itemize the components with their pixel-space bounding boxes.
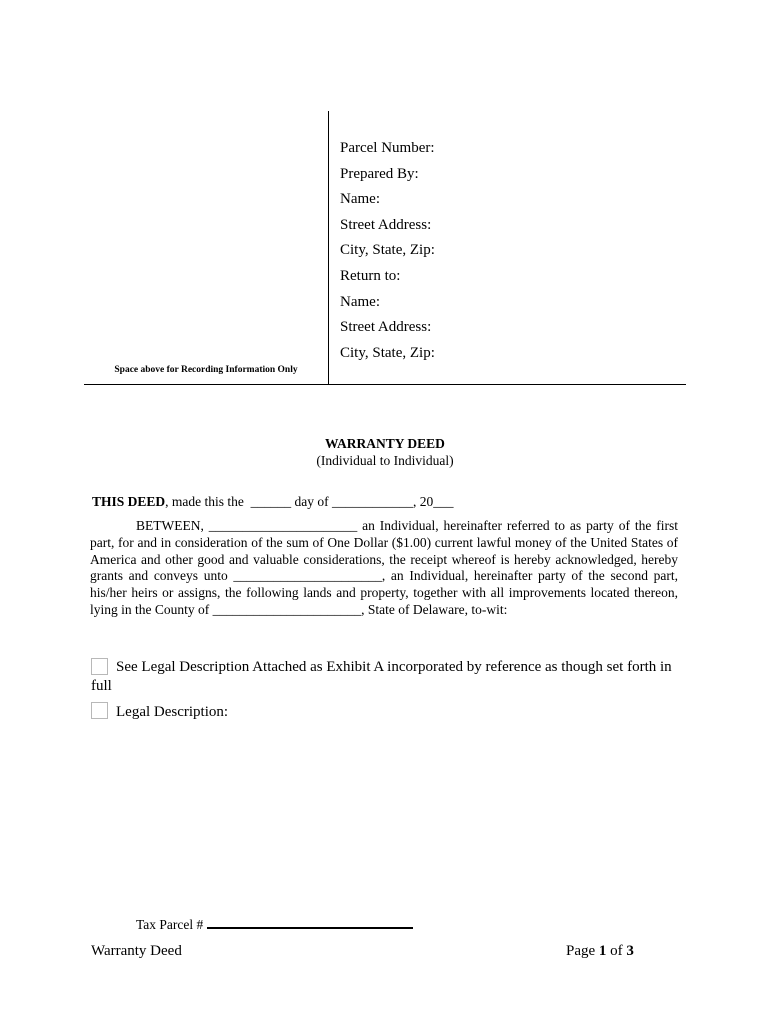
return-city-label: City, State, Zip: [340,344,435,361]
footer-page-total: 3 [626,943,634,959]
return-name-label: Name: [340,293,380,310]
footer-page-number [566,943,634,960]
legal-description-label: Legal Description: [116,704,229,720]
footer-page-word: Page [566,943,596,959]
preparer-name-label: Name: [340,191,380,208]
exhibit-option-label: See Legal Description Attached as Exhibit A incorporated by reference as though set forth in [116,659,672,675]
recording-divider-horizontal [84,384,686,385]
preparer-city-label: City, State, Zip: [340,242,435,259]
prepared-by-label: Prepared By: [340,165,419,182]
deed-intro-line [92,494,454,510]
deed-intro-bold: THIS DEED [92,494,166,509]
tax-parcel-label: Tax Parcel # [136,917,204,932]
recording-space-note: Space above for Recording Information Only [114,365,298,375]
tax-parcel-blank[interactable] [207,913,413,929]
recording-info-fields [340,137,435,367]
parcel-number-label: Parcel Number: [340,140,435,156]
deed-subtitle: (Individual to Individual) [316,453,454,468]
return-street-label: Street Address: [340,319,432,336]
footer-document-name: Warranty Deed [91,943,182,959]
deed-title: WARRANTY DEED [325,436,445,451]
return-to-label: Return to: [340,267,401,284]
deed-body-paragraph: BETWEEN, ______________________ an Individual, hereinafter referred to as party of the first part, for and in consideration of the sum of One Dollar ($1.00) current lawful money of the United States of America and other good and valuable considerations, the receipt whereof is hereby acknowledged, hereby grants and conveys unto ______________________, an Individual, hereinafter party of the second part, his/her heirs or assigns, the following lands and property, together with all improvements located thereon, lying in the County of ______________________, State of Delaware, to-wit: [90,518,678,617]
tax-parcel-line [136,913,413,933]
preparer-street-label: Street Address: [340,216,432,233]
deed-intro-rest: , made this the ______ day of ____________, 20___ [165,494,454,509]
exhibit-option-label-cont: full [91,678,112,694]
footer-of-word: of [610,943,623,959]
legal-description-checkbox[interactable] [91,702,108,719]
footer-page-current: 1 [598,943,607,959]
recording-divider-vertical [328,111,329,384]
exhibit-checkbox[interactable] [91,658,108,675]
